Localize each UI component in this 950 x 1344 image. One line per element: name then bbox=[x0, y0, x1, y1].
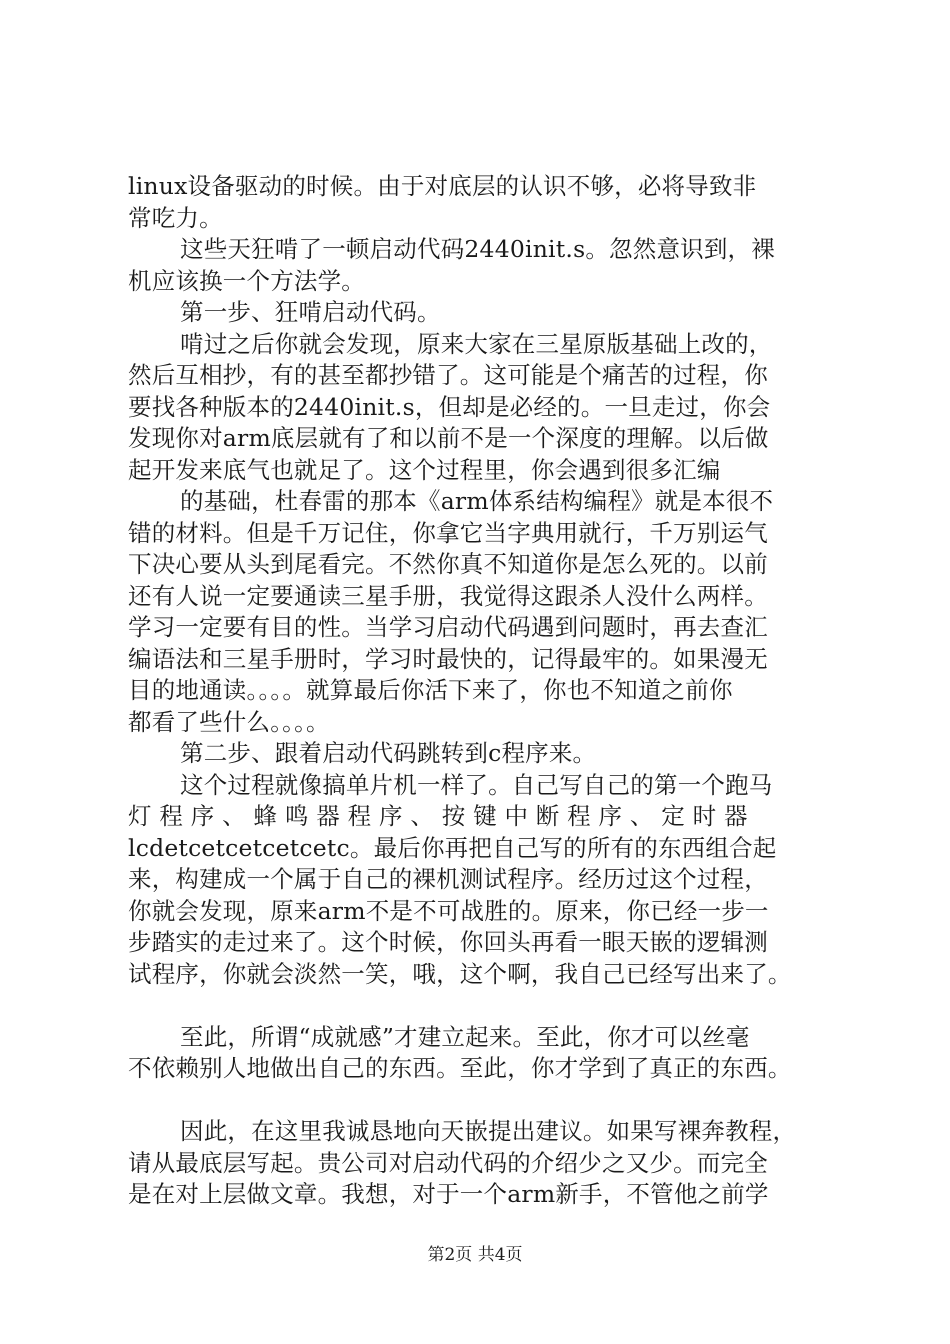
text-line: 因此，在这里我诚恳地向天嵌提出建议。如果写裸奔教程， bbox=[180, 1117, 797, 1145]
text-line: 发现你对arm底层就有了和以前不是一个深度的理解。以后做 bbox=[128, 424, 769, 452]
text-line: 啃过之后你就会发现，原来大家在三星原版基础上改的， bbox=[180, 329, 773, 358]
paragraph bbox=[128, 297, 850, 329]
text-line: 这些天狂啃了一顿启动代码2440init.s。忽然意识到，裸 bbox=[180, 235, 775, 263]
paragraph bbox=[128, 738, 850, 770]
text-line: 请从最底层写起。贵公司对启动代码的介绍少之又少。而完全 bbox=[128, 1148, 768, 1177]
text-line: 目的地通读。。。。就算最后你活下来了，你也不知道之前你 bbox=[128, 676, 733, 704]
paragraph bbox=[128, 770, 850, 991]
text-line: 这个过程就像搞单片机一样了。自己写自己的第一个跑马 bbox=[180, 770, 773, 799]
document-body bbox=[128, 171, 850, 1211]
paragraph-gap bbox=[128, 1085, 850, 1117]
paragraph bbox=[128, 234, 850, 297]
paragraph bbox=[128, 1116, 850, 1211]
text-line: 错的材料。但是千万记住，你拿它当字典用就行，千万别运气 bbox=[128, 518, 768, 547]
text-line: 还有人说一定要通读三星手册，我觉得这跟杀人没什么两样。 bbox=[128, 581, 768, 610]
text-line: 灯 程 序 、 蜂 鸣 器 程 序 、 按 键 中 断 程 序 、 定 时 器 bbox=[128, 802, 748, 830]
text-line: 步踏实的走过来了。这个时候，你回头再看一眼天嵌的逻辑测 bbox=[128, 928, 768, 956]
text-line: 起开发来底气也就足了。这个过程里，你会遇到很多汇编 bbox=[128, 455, 721, 484]
text-line: 来，构建成一个属于自己的裸机测试程序。经历过这个过程， bbox=[128, 865, 768, 893]
text-line: 你就会发现，原来arm不是不可战胜的。原来，你已经一步一 bbox=[128, 896, 769, 925]
text-line: 是在对上层做文章。我想，对于一个arm新手，不管他之前学 bbox=[128, 1180, 769, 1208]
text-line: 第一步、狂啃启动代码。 bbox=[180, 298, 441, 326]
page-footer: 第2页 共4页 bbox=[427, 1245, 523, 1265]
text-line: 然后互相抄，有的甚至都抄错了。这可能是个痛苦的过程，你 bbox=[128, 361, 768, 389]
text-line: 第二步、跟着启动代码跳转到c程序来。 bbox=[180, 739, 597, 767]
paragraph bbox=[128, 486, 850, 738]
text-line: 都看了些什么。。。。 bbox=[128, 707, 330, 736]
paragraph bbox=[128, 171, 850, 234]
text-line: 至此，所谓“成就感”才建立起来。至此，你才可以丝毫 bbox=[180, 1022, 750, 1051]
text-line: 的基础，杜春雷的那本《arm体系结构编程》就是本很不 bbox=[180, 487, 774, 515]
text-line: 不依赖别人地做出自己的东西。至此，你才学到了真正的东西。 bbox=[128, 1054, 792, 1082]
paragraph-gap bbox=[128, 990, 850, 1022]
paragraph bbox=[128, 1022, 850, 1085]
text-line: 试程序，你就会淡然一笑，哦，这个啊，我自己已经写出来了。 bbox=[128, 959, 792, 988]
text-line: 机应该换一个方法学。 bbox=[128, 266, 365, 295]
text-line: 要找各种版本的2440init.s，但却是必经的。一旦走过，你会 bbox=[128, 392, 771, 421]
text-line: linux设备驱动的时候。由于对底层的认识不够，必将导致非 bbox=[128, 172, 757, 200]
text-line: 学习一定要有目的性。当学习启动代码遇到问题时，再去查汇 bbox=[128, 613, 768, 641]
text-line: 下决心要从头到尾看完。不然你真不知道你是怎么死的。以前 bbox=[128, 550, 768, 578]
text-line: 编语法和三星手册时，学习时最快的，记得最牢的。如果漫无 bbox=[128, 644, 768, 673]
text-line: 常吃力。 bbox=[128, 203, 223, 232]
text-line: lcdetcetcetcetcetc。最后你再把自己写的所有的东西组合起 bbox=[128, 833, 777, 862]
paragraph bbox=[128, 329, 850, 487]
